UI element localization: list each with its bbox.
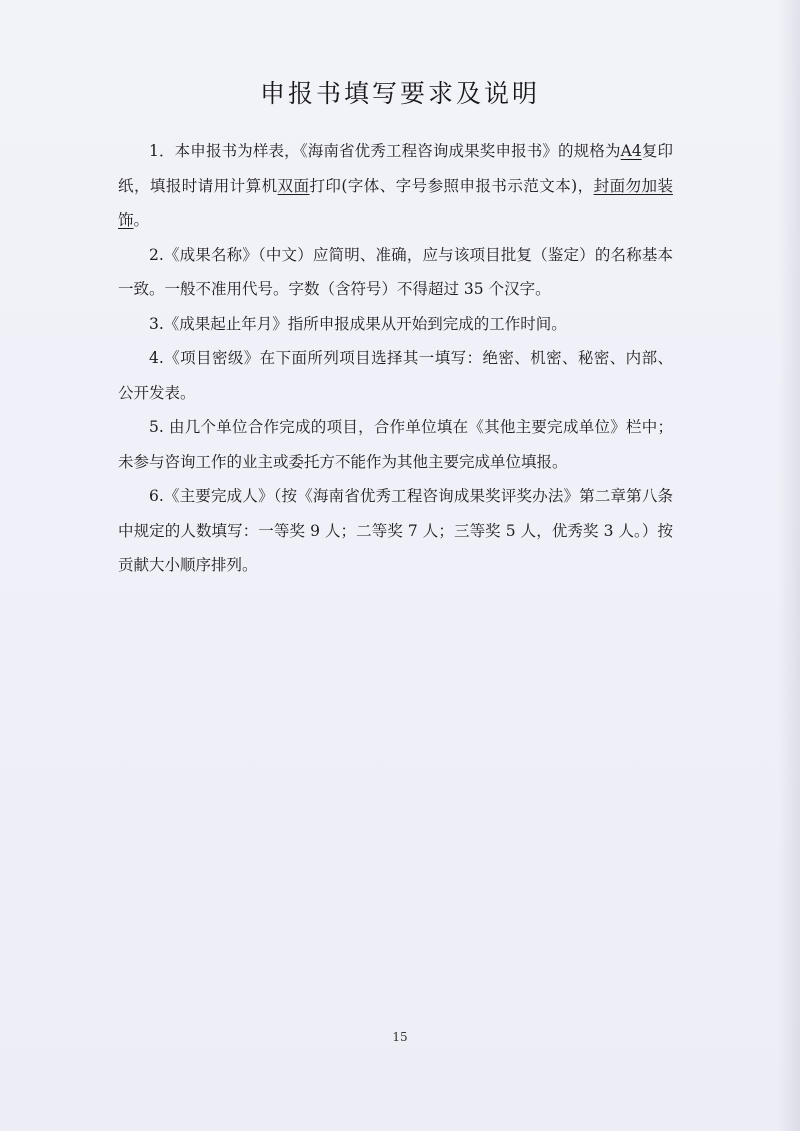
instruction-item-1-text-c: 打印(字体、字号参照申报书示范文本)， — [309, 176, 594, 195]
double-sided-underlined: 双面 — [277, 176, 310, 195]
page-number: 15 — [392, 1030, 408, 1044]
instruction-item-5: 5. 由几个单位合作完成的项目，合作单位填在《其他主要完成单位》栏中；未参与咨询工作的业主或委托方不能作为其他主要完成单位填报。 — [118, 418, 673, 471]
cover-no-decoration-underlined: 封面勿加装饰 — [118, 176, 673, 229]
instruction-item-1 — [118, 134, 673, 238]
instruction-item-2: 2.《成果名称》（中文）应简明、准确，应与该项目批复（鉴定）的名称基本一致。一般不准用代号。字数（含符号）不得超过 35 个汉字。 — [118, 245, 673, 298]
page-title: 申报书填写要求及说明 — [259, 79, 540, 108]
instruction-item-1-text-b: 复印纸，填报时请用计算机 — [118, 142, 673, 195]
page-edge-shadow — [778, 0, 800, 1131]
instruction-item-1-text-d: 。 — [133, 211, 150, 229]
instruction-item-3: 3.《成果起止年月》指所申报成果从开始到完成的工作时间。 — [149, 314, 567, 333]
instruction-item-6: 6.《主要完成人》（按《海南省优秀工程咨询成果奖评奖办法》第二章第八条中规定的人数填写：一等奖 9 人；二等奖 7 人；三等奖 5 人，优秀奖 3 人。）按贡献大小顺序排列。 — [118, 487, 673, 574]
instructions-body — [118, 134, 673, 583]
instruction-item-4: 4.《项目密级》在下面所列项目选择其一填写：绝密、机密、秘密、内部、公开发表。 — [118, 349, 673, 402]
instruction-item-1-text-a: 1．本申报书为样表，《海南省优秀工程咨询成果奖申报书》的规格为 — [149, 142, 621, 160]
paper-size-underlined: A4 — [620, 142, 642, 160]
